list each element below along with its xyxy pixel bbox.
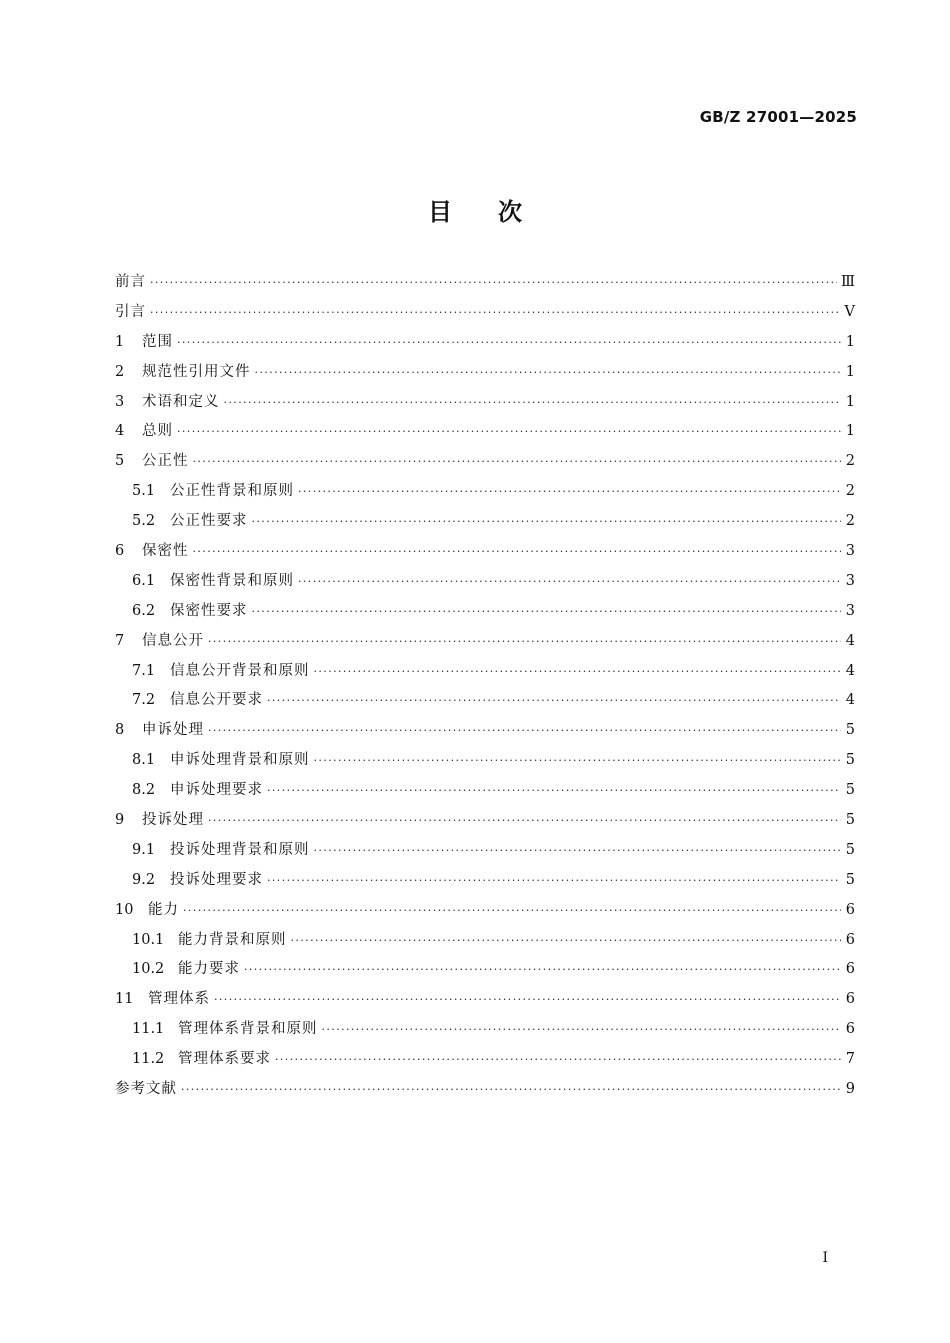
- toc-entry-page: Ⅴ: [844, 303, 855, 320]
- toc-entry[interactable]: [115, 597, 855, 627]
- toc-entry-number: 8: [115, 722, 125, 739]
- toc-entry-page: 6: [845, 991, 855, 1008]
- toc-entry[interactable]: [115, 567, 855, 597]
- toc-entry-label: 投诉处理要求: [170, 871, 263, 888]
- toc-entry-page: 3: [845, 543, 855, 560]
- toc-entry-number: 10: [115, 901, 134, 918]
- toc-dot-leader: [255, 358, 842, 388]
- toc-entry-number: 11.2: [132, 1051, 165, 1068]
- toc-entry-page: 1: [845, 333, 855, 350]
- toc-entry-page: 6: [845, 1021, 855, 1038]
- toc-dot-leader: [150, 298, 841, 328]
- toc-entry[interactable]: [115, 686, 855, 716]
- toc-dot-leader: [208, 716, 841, 746]
- toc-entry[interactable]: [115, 417, 855, 447]
- toc-entry-number: 11.1: [132, 1021, 165, 1038]
- toc-entry[interactable]: [115, 507, 855, 537]
- toc-entry[interactable]: [115, 388, 855, 418]
- toc-entry-number: 5.2: [132, 513, 156, 530]
- toc-entry-number: 7: [115, 632, 125, 649]
- toc-entry-label: 前言: [115, 274, 146, 290]
- toc-entry[interactable]: [115, 806, 855, 836]
- toc-entry[interactable]: [115, 477, 855, 507]
- toc-entry-page: 5: [845, 722, 855, 739]
- toc-entry-number: 6.1: [132, 572, 156, 589]
- toc-dot-leader: [314, 836, 842, 866]
- toc-entry-page: 7: [845, 1051, 855, 1068]
- toc-dot-leader: [298, 567, 841, 597]
- toc-entry-number: 7.1: [132, 662, 156, 679]
- toc-dot-leader: [224, 388, 842, 418]
- toc-dot-leader: [314, 657, 842, 687]
- toc-entry-page: 3: [845, 602, 855, 619]
- toc-entry-label: 管理体系: [148, 991, 210, 1008]
- toc-dot-leader: [177, 417, 841, 447]
- toc-entry[interactable]: [115, 866, 855, 896]
- toc-entry-page: 4: [845, 692, 855, 709]
- toc-entry-label: 申诉处理背景和原则: [170, 752, 310, 769]
- toc-dot-leader: [267, 776, 841, 806]
- toc-entry-label: 能力: [148, 901, 179, 918]
- toc-entry-number: 6.2: [132, 602, 156, 619]
- toc-entry[interactable]: [115, 836, 855, 866]
- toc-dot-leader: [181, 1075, 841, 1105]
- toc-entry-label: 管理体系要求: [178, 1051, 271, 1068]
- toc-entry-label: 术语和定义: [142, 393, 220, 410]
- toc-entry-label: 投诉处理背景和原则: [170, 841, 310, 858]
- toc-entry-label: 引言: [115, 303, 146, 320]
- toc-entry-number: 5: [115, 453, 125, 470]
- toc-entry[interactable]: [115, 776, 855, 806]
- toc-entry-page: 5: [845, 752, 855, 769]
- toc-entry-number: 5.1: [132, 483, 156, 500]
- toc-entry-page: Ⅲ: [841, 274, 855, 290]
- toc-dot-leader: [150, 268, 837, 298]
- toc-entry-number: 10.2: [132, 961, 165, 978]
- toc-entry[interactable]: [115, 896, 855, 926]
- toc-entry[interactable]: [115, 268, 855, 298]
- toc-entry-label: 信息公开要求: [170, 692, 263, 709]
- toc-entry-number: 9.1: [132, 841, 156, 858]
- toc-dot-leader: [291, 926, 842, 956]
- toc-entry[interactable]: [115, 1075, 855, 1105]
- toc-dot-leader: [177, 328, 841, 358]
- toc-entry-number: 4: [115, 423, 125, 440]
- toc-entry[interactable]: [115, 716, 855, 746]
- toc-entry[interactable]: [115, 298, 855, 328]
- toc-entry[interactable]: [115, 1045, 855, 1075]
- toc-entry-page: 2: [845, 513, 855, 530]
- toc-entry-label: 管理体系背景和原则: [178, 1021, 318, 1038]
- toc-entry[interactable]: [115, 746, 855, 776]
- table-of-contents: [115, 268, 855, 1105]
- toc-dot-leader: [193, 447, 842, 477]
- toc-entry-label: 申诉处理要求: [170, 782, 263, 799]
- toc-entry-number: 9.2: [132, 871, 156, 888]
- toc-dot-leader: [208, 806, 841, 836]
- page-title: 目次: [428, 198, 568, 226]
- toc-entry-label: 保密性背景和原则: [170, 572, 294, 589]
- toc-entry-label: 公正性: [142, 453, 189, 470]
- toc-dot-leader: [183, 896, 841, 926]
- toc-entry[interactable]: [115, 328, 855, 358]
- toc-entry[interactable]: [115, 657, 855, 687]
- toc-entry-number: 2: [115, 363, 125, 380]
- standard-code: GB/Z 27001—2025: [699, 108, 857, 126]
- toc-entry-number: 1: [115, 333, 125, 350]
- toc-entry-page: 6: [845, 931, 855, 948]
- toc-entry-label: 公正性背景和原则: [170, 483, 294, 500]
- toc-dot-leader: [193, 537, 842, 567]
- toc-entry-page: 2: [845, 453, 855, 470]
- toc-entry-label: 总则: [142, 423, 173, 440]
- toc-entry[interactable]: [115, 358, 855, 388]
- toc-entry-number: 3: [115, 393, 125, 410]
- toc-dot-leader: [208, 627, 841, 657]
- toc-dot-leader: [267, 866, 841, 896]
- toc-dot-leader: [252, 597, 842, 627]
- toc-entry[interactable]: [115, 985, 855, 1015]
- toc-entry-label: 信息公开背景和原则: [170, 662, 310, 679]
- toc-entry-label: 参考文献: [115, 1081, 177, 1098]
- toc-dot-leader: [244, 955, 841, 985]
- toc-entry-page: 4: [845, 632, 855, 649]
- toc-entry-label: 投诉处理: [142, 812, 204, 829]
- toc-entry[interactable]: [115, 537, 855, 567]
- toc-entry-number: 7.2: [132, 692, 156, 709]
- toc-entry-page: 3: [845, 572, 855, 589]
- toc-dot-leader: [267, 686, 841, 716]
- toc-entry-page: 6: [845, 901, 855, 918]
- toc-entry-page: 2: [845, 483, 855, 500]
- toc-dot-leader: [322, 1015, 842, 1045]
- toc-entry-page: 9: [845, 1081, 855, 1098]
- toc-entry[interactable]: [115, 926, 855, 956]
- toc-entry-number: 10.1: [132, 931, 165, 948]
- toc-entry-number: 11: [115, 991, 134, 1008]
- toc-entry[interactable]: [115, 1015, 855, 1045]
- toc-entry-label: 公正性要求: [170, 513, 248, 530]
- toc-dot-leader: [298, 477, 841, 507]
- toc-dot-leader: [252, 507, 842, 537]
- toc-entry-number: 8.2: [132, 782, 156, 799]
- toc-entry-page: 1: [845, 393, 855, 410]
- toc-entry-label: 保密性要求: [170, 602, 248, 619]
- toc-entry-label: 能力要求: [178, 961, 240, 978]
- toc-entry-page: 1: [845, 423, 855, 440]
- toc-entry-page: 5: [845, 841, 855, 858]
- toc-entry-label: 申诉处理: [142, 722, 204, 739]
- toc-entry-number: 8.1: [132, 752, 156, 769]
- toc-entry[interactable]: [115, 627, 855, 657]
- toc-entry-label: 能力背景和原则: [178, 931, 287, 948]
- toc-entry[interactable]: [115, 955, 855, 985]
- toc-entry-number: 9: [115, 812, 125, 829]
- toc-entry-number: 6: [115, 543, 125, 560]
- toc-entry-page: 5: [845, 871, 855, 888]
- toc-entry-label: 保密性: [142, 543, 189, 560]
- toc-entry-page: 5: [845, 812, 855, 829]
- page-folio: Ⅰ: [822, 1250, 828, 1266]
- toc-entry-page: 4: [845, 662, 855, 679]
- toc-dot-leader: [214, 985, 841, 1015]
- toc-entry-label: 信息公开: [142, 632, 204, 649]
- toc-entry-page: 5: [845, 782, 855, 799]
- toc-entry-page: 1: [845, 363, 855, 380]
- toc-entry-label: 范围: [142, 333, 173, 350]
- toc-entry-label: 规范性引用文件: [142, 363, 251, 380]
- toc-dot-leader: [275, 1045, 841, 1075]
- toc-dot-leader: [314, 746, 842, 776]
- toc-entry-page: 6: [845, 961, 855, 978]
- toc-entry[interactable]: [115, 447, 855, 477]
